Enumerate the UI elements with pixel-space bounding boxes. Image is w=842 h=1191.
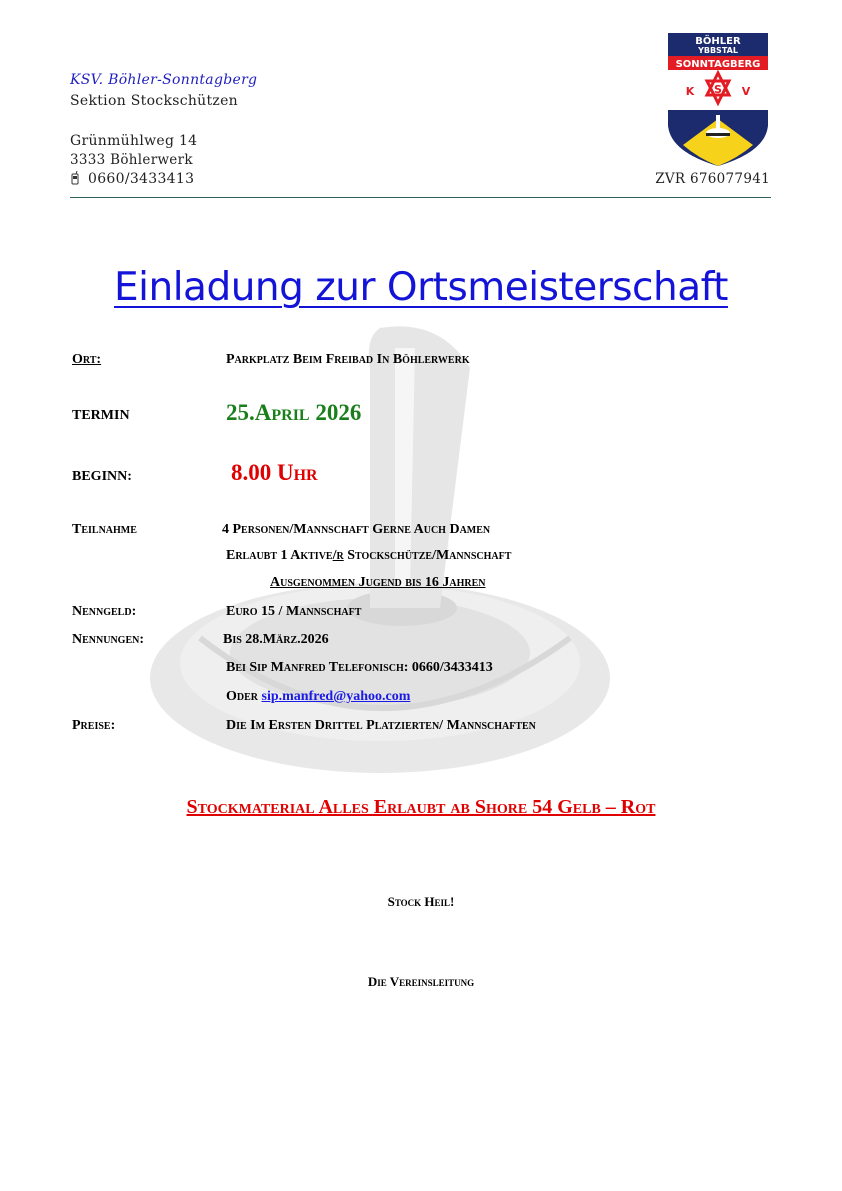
nennungen-line-1: Bis 28.März.2026 xyxy=(223,632,329,647)
teilnahme-line-2-c: Stockschütze/Mannschaft xyxy=(343,548,512,563)
teilnahme-label: Teilnahme xyxy=(72,522,137,537)
page-title: Einladung zur Ortsmeisterschaft xyxy=(114,265,728,310)
logo-letter-v: V xyxy=(741,85,751,98)
teilnahme-line-2-a: Erlaubt 1 Aktive xyxy=(226,548,333,563)
nennungen-line-2: Bei Sip Manfred Telefonisch: 0660/3433413 xyxy=(226,660,493,675)
teilnahme-line-2-b: /r xyxy=(332,548,344,563)
city-address: 3333 Böhlerwerk xyxy=(70,152,193,168)
email-link[interactable]: sip.manfred@yahoo.com xyxy=(261,689,411,704)
mobile-phone-icon xyxy=(70,171,80,185)
material-notice: Stockmaterial Alles Erlaubt ab Shore 54 Gelb – Rot xyxy=(186,796,656,818)
termin-label: TERMIN xyxy=(72,408,130,423)
ort-value: Parkplatz Beim Freibad In Böhlerwerk xyxy=(226,352,470,367)
teilnahme-line-2 xyxy=(226,548,511,564)
signature: Die Vereinsleitung xyxy=(367,974,475,989)
preise-label: Preise: xyxy=(72,718,116,733)
nennungen-line-3 xyxy=(226,688,410,705)
club-name: KSV. Böhler-Sonntagberg xyxy=(70,72,258,88)
street-address: Grünmühlweg 14 xyxy=(70,133,198,149)
beginn-value: 8.00 Uhr xyxy=(231,460,318,485)
zvr-number: ZVR 676077941 xyxy=(655,171,770,187)
beginn-label: BEGINN: xyxy=(72,469,132,484)
nenngeld-value: Euro 15 / Mannschaft xyxy=(226,604,362,619)
phone-number: 0660/3433413 xyxy=(88,171,195,187)
nennungen-label: Nennungen: xyxy=(72,632,144,647)
phone-line xyxy=(70,171,194,187)
greeting: Stock Heil! xyxy=(387,894,455,909)
logo-text-ybbstal: YBBSTAL xyxy=(698,46,738,55)
termin-value: 25.April 2026 xyxy=(226,400,362,425)
club-logo xyxy=(668,33,768,168)
logo-letter-k: K xyxy=(685,85,695,98)
teilnahme-line-3: Ausgenommen Jugend bis 16 Jahren xyxy=(270,575,486,590)
logo-letter-s: S xyxy=(714,83,722,96)
ort-label: Ort: xyxy=(72,352,102,367)
oder-label: Oder xyxy=(226,689,262,704)
logo-text-boehler: BÖHLER xyxy=(695,36,741,47)
nenngeld-label: Nenngeld: xyxy=(72,604,137,619)
preise-value: Die Im Ersten Drittel Platzierten/ Mannschaften xyxy=(226,718,536,733)
logo-text-sonntagberg: SONNTAGBERG xyxy=(675,59,761,70)
section-name: Sektion Stockschützen xyxy=(70,93,238,109)
teilnahme-line-1: 4 Personen/Mannschaft Gerne Auch Damen xyxy=(222,522,491,537)
header-divider xyxy=(70,197,771,198)
